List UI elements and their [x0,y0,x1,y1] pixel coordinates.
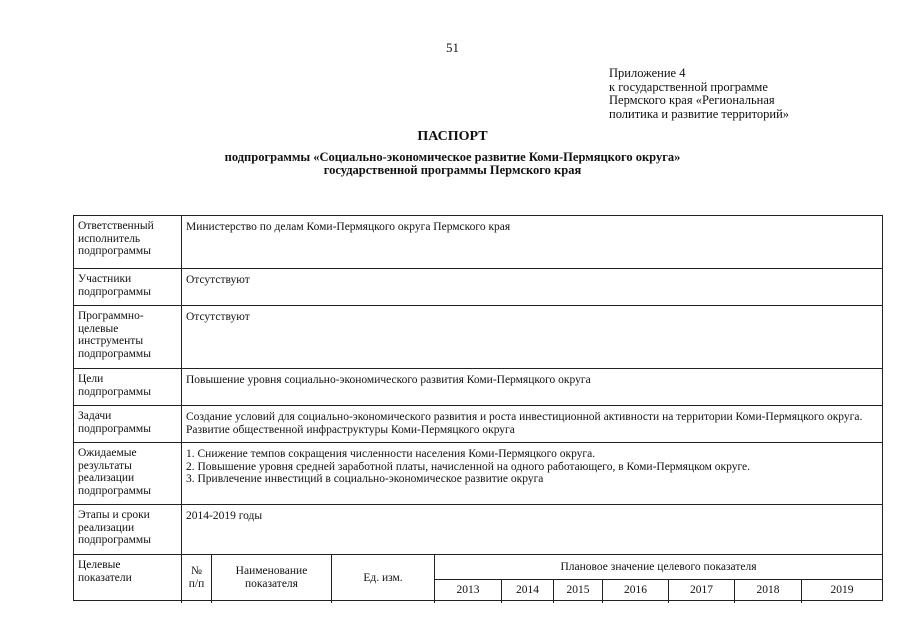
year-cell: 2016 [624,584,647,596]
list-item: 3. Привлечение инвестиций в социально-экономическое развитие округа [186,473,544,485]
row-label: Задачи подпрограммы [78,410,151,435]
row-label: Участники подпрограммы [78,273,151,298]
col-number-header: № п/п [188,565,205,590]
table-row [74,405,882,443]
row-label: Ожидаемые результаты реализации подпрограммы [78,447,151,497]
col-unit-header: Ед. изм. [363,572,403,584]
results-list [186,448,878,486]
table-row [74,504,882,555]
row-value: Отсутствуют [186,311,250,323]
table-row [74,368,882,406]
table-row [74,268,882,306]
row-value: Повышение уровня социально-экономического развития Коми-Пермяцкого округа [186,374,591,386]
list-item: 2. Повышение уровня средней заработной платы, начисленной на одного работающего, в Коми-Пермяцком округе. [186,460,751,473]
table-row [74,305,882,369]
subtitle-line-2: государственной программы Пермского края [323,163,582,177]
indicators-row [74,554,882,603]
list-item: 1. Снижение темпов сокращения численности населения Коми-Пермяцкого округа. [186,448,596,460]
appendix-note: Приложение 4 к государственной программе Пермского края «Региональная политика и развитие территорий» [609,66,790,121]
year-cell: 2014 [516,584,539,596]
document-title: ПАСПОРТ [417,129,488,144]
year-cell: 2018 [756,584,780,596]
row-label: Ответственный исполнитель подпрограммы [78,220,154,257]
col-name-header: Наименование показателя [235,565,308,590]
col-plan-header: Плановое значение целевого показателя [560,561,757,573]
row-label: Этапы и сроки реализации подпрограммы [78,509,151,546]
year-cell: 2019 [830,584,854,596]
subtitle-line-1: подпрограммы «Социально-экономическое развитие Коми-Пермяцкого округа» [224,150,681,164]
row-value: 2014-2019 годы [186,510,263,522]
passport-table [73,215,883,601]
row-label: Целевые показатели [78,559,132,584]
row-value: Создание условий для социально-экономического развития и роста инвестиционной активности на территории Коми-Пермяцкого округа. Развитие общественной инфраструктуры Коми-Пермяцкого округа [186,411,863,436]
row-value: Отсутствуют [186,274,250,286]
year-cell: 2013 [456,584,480,596]
table-row [74,216,882,268]
table-row [74,442,882,505]
row-value: Министерство по делам Коми-Пермяцкого округа Пермского края [186,221,511,233]
row-label: Программно- целевые инструменты подпрограммы [78,310,151,360]
document-subtitle [0,151,905,177]
year-cell: 2017 [690,584,713,596]
year-cell: 2015 [566,584,590,596]
row-label: Цели подпрограммы [78,373,151,398]
page-number: 51 [446,40,459,55]
